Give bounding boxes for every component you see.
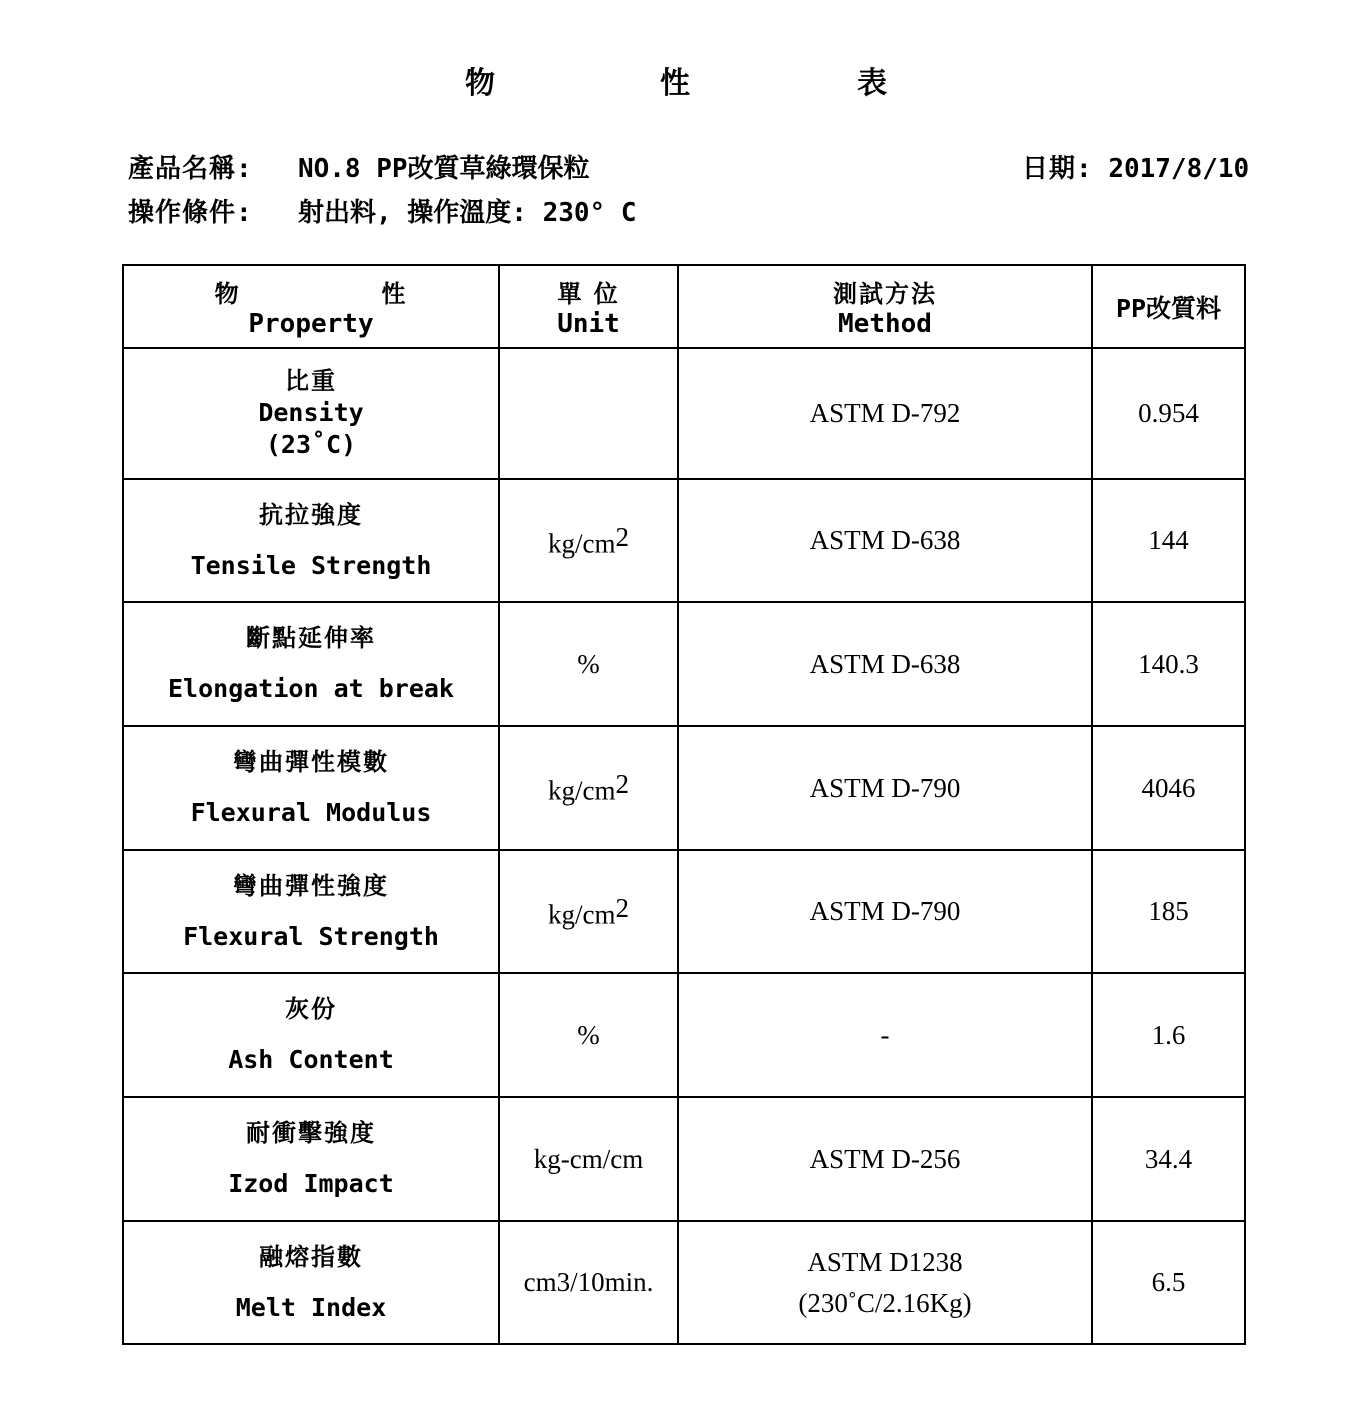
unit-superscript: 2	[615, 769, 629, 800]
header-method	[678, 265, 1092, 348]
unit-text: %	[577, 648, 600, 679]
table-row	[123, 348, 1245, 479]
method-text-sub: (230˚C/2.16Kg)	[798, 1287, 972, 1318]
unit-text: kg/cm	[548, 775, 616, 806]
property-en: Ash Content	[228, 1045, 394, 1075]
header-unit-zh: 單 位	[557, 279, 620, 308]
unit-cell	[499, 973, 678, 1097]
header-property-en: Property	[248, 309, 374, 339]
property-zh: 耐衝擊強度	[246, 1118, 376, 1148]
condition-value: 射出料, 操作溫度: 230° C	[297, 198, 637, 228]
value-cell	[1092, 348, 1245, 479]
table-row	[123, 1221, 1245, 1344]
method-text: ASTM D-256	[809, 1143, 961, 1174]
method-cell	[678, 973, 1092, 1097]
property-cell	[123, 479, 499, 602]
table-row	[123, 973, 1245, 1097]
value-text: 140.3	[1138, 648, 1199, 679]
header-method-zh: 測試方法	[833, 279, 937, 308]
title-char-3: 表	[857, 66, 887, 101]
unit-text: kg/cm	[548, 899, 616, 930]
table-row	[123, 602, 1245, 726]
date-value: 2017/8/10	[1108, 154, 1250, 184]
property-en: Izod Impact	[228, 1169, 394, 1199]
method-cell	[678, 850, 1092, 973]
table-row	[123, 850, 1245, 973]
unit-superscript: 2	[615, 892, 629, 923]
unit-cell	[499, 850, 678, 973]
value-text: 0.954	[1138, 398, 1199, 428]
property-cell	[123, 850, 499, 973]
method-text: ASTM D-792	[809, 398, 961, 428]
date-label: 日期:	[1022, 154, 1093, 184]
header-property-zh-a: 物	[214, 279, 241, 308]
property-cell	[123, 602, 499, 726]
unit-cell	[499, 348, 678, 479]
header-property-zh	[124, 274, 498, 309]
unit-cell	[499, 726, 678, 850]
header-row	[123, 265, 1245, 348]
header-material	[1092, 265, 1245, 348]
unit-cell	[499, 602, 678, 726]
method-text: -	[880, 1019, 890, 1050]
property-en: Flexural Modulus	[190, 798, 432, 828]
value-cell	[1092, 973, 1245, 1097]
method-cell	[678, 348, 1092, 479]
method-text: ASTM D-638	[809, 525, 961, 555]
property-zh: 斷點延伸率	[246, 623, 376, 653]
unit-superscript: 2	[615, 521, 629, 552]
condition-label: 操作條件:	[128, 198, 253, 228]
property-zh: 灰份	[285, 994, 337, 1024]
property-en: Flexural Strength	[183, 921, 439, 951]
method-cell	[678, 602, 1092, 726]
unit-cell	[499, 479, 678, 602]
value-text: 34.4	[1144, 1143, 1193, 1174]
method-text: ASTM D1238	[807, 1246, 963, 1277]
unit-text: %	[577, 1019, 600, 1050]
method-cell	[678, 479, 1092, 602]
product-line	[128, 148, 590, 185]
property-cell	[123, 726, 499, 850]
value-text: 6.5	[1151, 1267, 1186, 1297]
property-en-sub: (23˚C)	[265, 430, 357, 460]
value-cell	[1092, 850, 1245, 973]
header-property-zh-b: 性	[381, 279, 408, 308]
method-cell	[678, 726, 1092, 850]
value-cell	[1092, 1097, 1245, 1221]
unit-text: kg/cm	[548, 528, 616, 559]
property-zh: 抗拉強度	[259, 499, 363, 529]
property-zh: 比重	[285, 366, 337, 396]
property-zh: 融熔指數	[259, 1241, 363, 1271]
value-cell	[1092, 1221, 1245, 1344]
method-cell	[678, 1221, 1092, 1344]
property-cell	[123, 973, 499, 1097]
property-en: Density	[258, 397, 364, 427]
header-material-label: PP改質料	[1115, 293, 1222, 323]
property-en: Elongation at break	[168, 674, 454, 704]
condition-line	[128, 192, 637, 229]
value-text: 4046	[1141, 772, 1196, 803]
properties-table	[122, 264, 1246, 1345]
property-cell	[123, 1097, 499, 1221]
header-method-en: Method	[838, 309, 932, 339]
method-text: ASTM D-638	[809, 648, 961, 679]
value-text: 185	[1148, 896, 1189, 926]
table-row	[123, 1097, 1245, 1221]
table-row	[123, 479, 1245, 602]
header-unit-en: Unit	[557, 309, 620, 339]
unit-cell	[499, 1097, 678, 1221]
product-value: NO.8 PP改質草綠環保粒	[297, 154, 590, 184]
value-cell	[1092, 602, 1245, 726]
header-property	[123, 265, 499, 348]
method-text: ASTM D-790	[809, 896, 961, 926]
value-text: 1.6	[1151, 1019, 1186, 1050]
property-cell	[123, 1221, 499, 1344]
document-title	[0, 58, 1371, 101]
header-unit	[499, 265, 678, 348]
unit-text: kg-cm/cm	[533, 1143, 644, 1174]
method-cell	[678, 1097, 1092, 1221]
product-label: 產品名稱:	[128, 154, 253, 184]
unit-cell	[499, 1221, 678, 1344]
method-text: ASTM D-790	[809, 772, 961, 803]
unit-text: cm3/10min.	[523, 1267, 654, 1297]
table-row	[123, 726, 1245, 850]
property-zh: 彎曲彈性強度	[233, 870, 389, 900]
property-en: Tensile Strength	[190, 550, 432, 580]
value-cell	[1092, 479, 1245, 602]
title-char-1: 物	[465, 66, 495, 101]
date-line	[1022, 148, 1249, 185]
value-cell	[1092, 726, 1245, 850]
property-zh: 彎曲彈性模數	[233, 747, 389, 777]
property-en: Melt Index	[235, 1292, 387, 1322]
property-cell	[123, 348, 499, 479]
value-text: 144	[1148, 525, 1189, 555]
title-char-2: 性	[660, 66, 690, 101]
